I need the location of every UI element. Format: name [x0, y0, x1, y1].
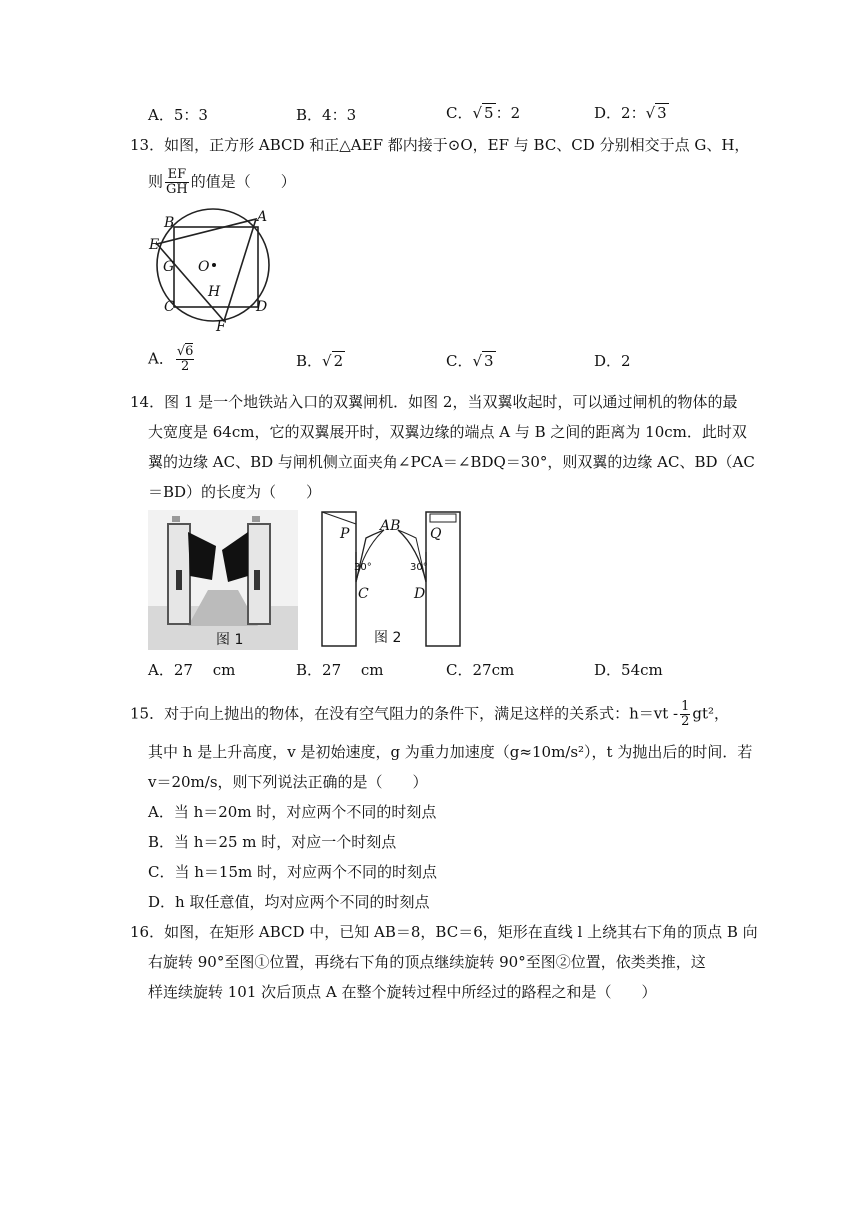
- q15-line2: 其中 h 是上升高度，v 是初始速度，g 为重力加速度（g≈10m/s²），t 为抛出后的时间．若: [148, 743, 753, 761]
- q16-line2: 右旋转 90°至图①位置，再绕右下角的顶点继续旋转 90°至图②位置，依类类推，这: [148, 953, 706, 971]
- q14-figure1: [148, 510, 298, 650]
- q14-label-c: C: [358, 586, 369, 602]
- q15-option-d: D．h 取任意值，均对应两个不同的时刻点: [148, 893, 430, 911]
- q14-option-c: C．27cm: [446, 661, 515, 679]
- q15-line3: v＝20m/s，则下列说法正确的是（ ）: [148, 773, 428, 791]
- q15-fraction: $\frac{1}{2}$: [681, 699, 690, 729]
- q13-label-f: F: [216, 319, 226, 333]
- q13-fraction: $\frac{EF}{GH}$: [166, 167, 188, 197]
- q13-line1: 13．如图，正方形 ABCD 和正△AEF 都内接于⊙O，EF 与 BC、CD 分别相交于点 G、H，: [130, 136, 750, 154]
- q13-label-g: G: [163, 259, 175, 275]
- q13-figure: [148, 205, 278, 333]
- q14-fig1-caption: 图 1: [216, 632, 244, 648]
- q13-option-d: D．2: [594, 352, 631, 370]
- q14-figure2: [318, 508, 464, 650]
- q13-option-a: A． $\frac{√6}{2}$: [148, 344, 194, 374]
- q12-option-d: D．2：√ 3: [594, 104, 667, 122]
- q13-label-o: O: [198, 259, 210, 275]
- q13-label-h: H: [208, 284, 221, 300]
- q15-option-a: A．当 h＝20m 时，对应两个不同的时刻点: [148, 803, 437, 821]
- q14-line1: 14．图 1 是一个地铁站入口的双翼闸机．如图 2，当双翼收起时，可以通过闸机的物体的最: [130, 393, 738, 411]
- q13-option-c: C．√ 3: [446, 352, 494, 370]
- q15-line1: 15．对于向上抛出的物体，在没有空气阻力的条件下，满足这样的关系式：h＝vt - $\frac{1}{2}$ gt²，: [130, 699, 730, 729]
- q13-label-b: B: [164, 215, 175, 231]
- q14-label-d: D: [414, 586, 426, 602]
- q13-label-c: C: [164, 299, 175, 315]
- q13-line2: 则 $\frac{EF}{GH}$ 的值是（ ）: [148, 167, 296, 197]
- q13-option-b: B．√ 2: [296, 352, 344, 370]
- q14-angle-label-left: 30°: [354, 562, 372, 573]
- q12-option-c: C．√ 5 ：2: [446, 104, 521, 122]
- q14-line4: ＝BD）的长度为（ ）: [148, 483, 322, 501]
- q14-line2: 大宽度是 64cm，它的双翼展开时，双翼边缘的端点 A 与 B 之间的距离为 10cm．此时双: [148, 423, 747, 441]
- q14-option-d: D．54cm: [594, 661, 663, 679]
- q14-line3: 翼的边缘 AC、BD 与闸机侧立面夹角∠PCA＝∠BDQ＝30°，则双翼的边缘 AC、BD（AC: [148, 453, 755, 471]
- q15-option-c: C．当 h＝15m 时，对应两个不同的时刻点: [148, 863, 437, 881]
- q14-angle-label-right: 30°: [410, 562, 428, 573]
- q12-option-b: B．4：3: [296, 106, 357, 124]
- q16-line1: 16．如图，在矩形 ABCD 中，已知 AB＝8，BC＝6，矩形在直线 l 上绕其右下角的顶点 B 向: [130, 923, 758, 941]
- q14-label-q: Q: [430, 526, 442, 542]
- q14-option-a: A．27 cm: [148, 661, 236, 679]
- q14-label-ab: AB: [380, 518, 401, 534]
- q14-label-p: P: [340, 526, 350, 542]
- q14-fig2-caption: 图 2: [374, 630, 402, 646]
- q15-option-b: B．当 h＝25 m 时，对应一个时刻点: [148, 833, 397, 851]
- q13-label-a: A: [257, 209, 268, 225]
- q16-line3: 样连续旋转 101 次后顶点 A 在整个旋转过程中所经过的路程之和是（ ）: [148, 983, 657, 1001]
- q13-label-d: D: [256, 299, 268, 315]
- q12-option-a: A．5：3: [148, 106, 208, 124]
- q14-option-b: B．27 cm: [296, 661, 384, 679]
- q13-label-e: E: [149, 237, 160, 253]
